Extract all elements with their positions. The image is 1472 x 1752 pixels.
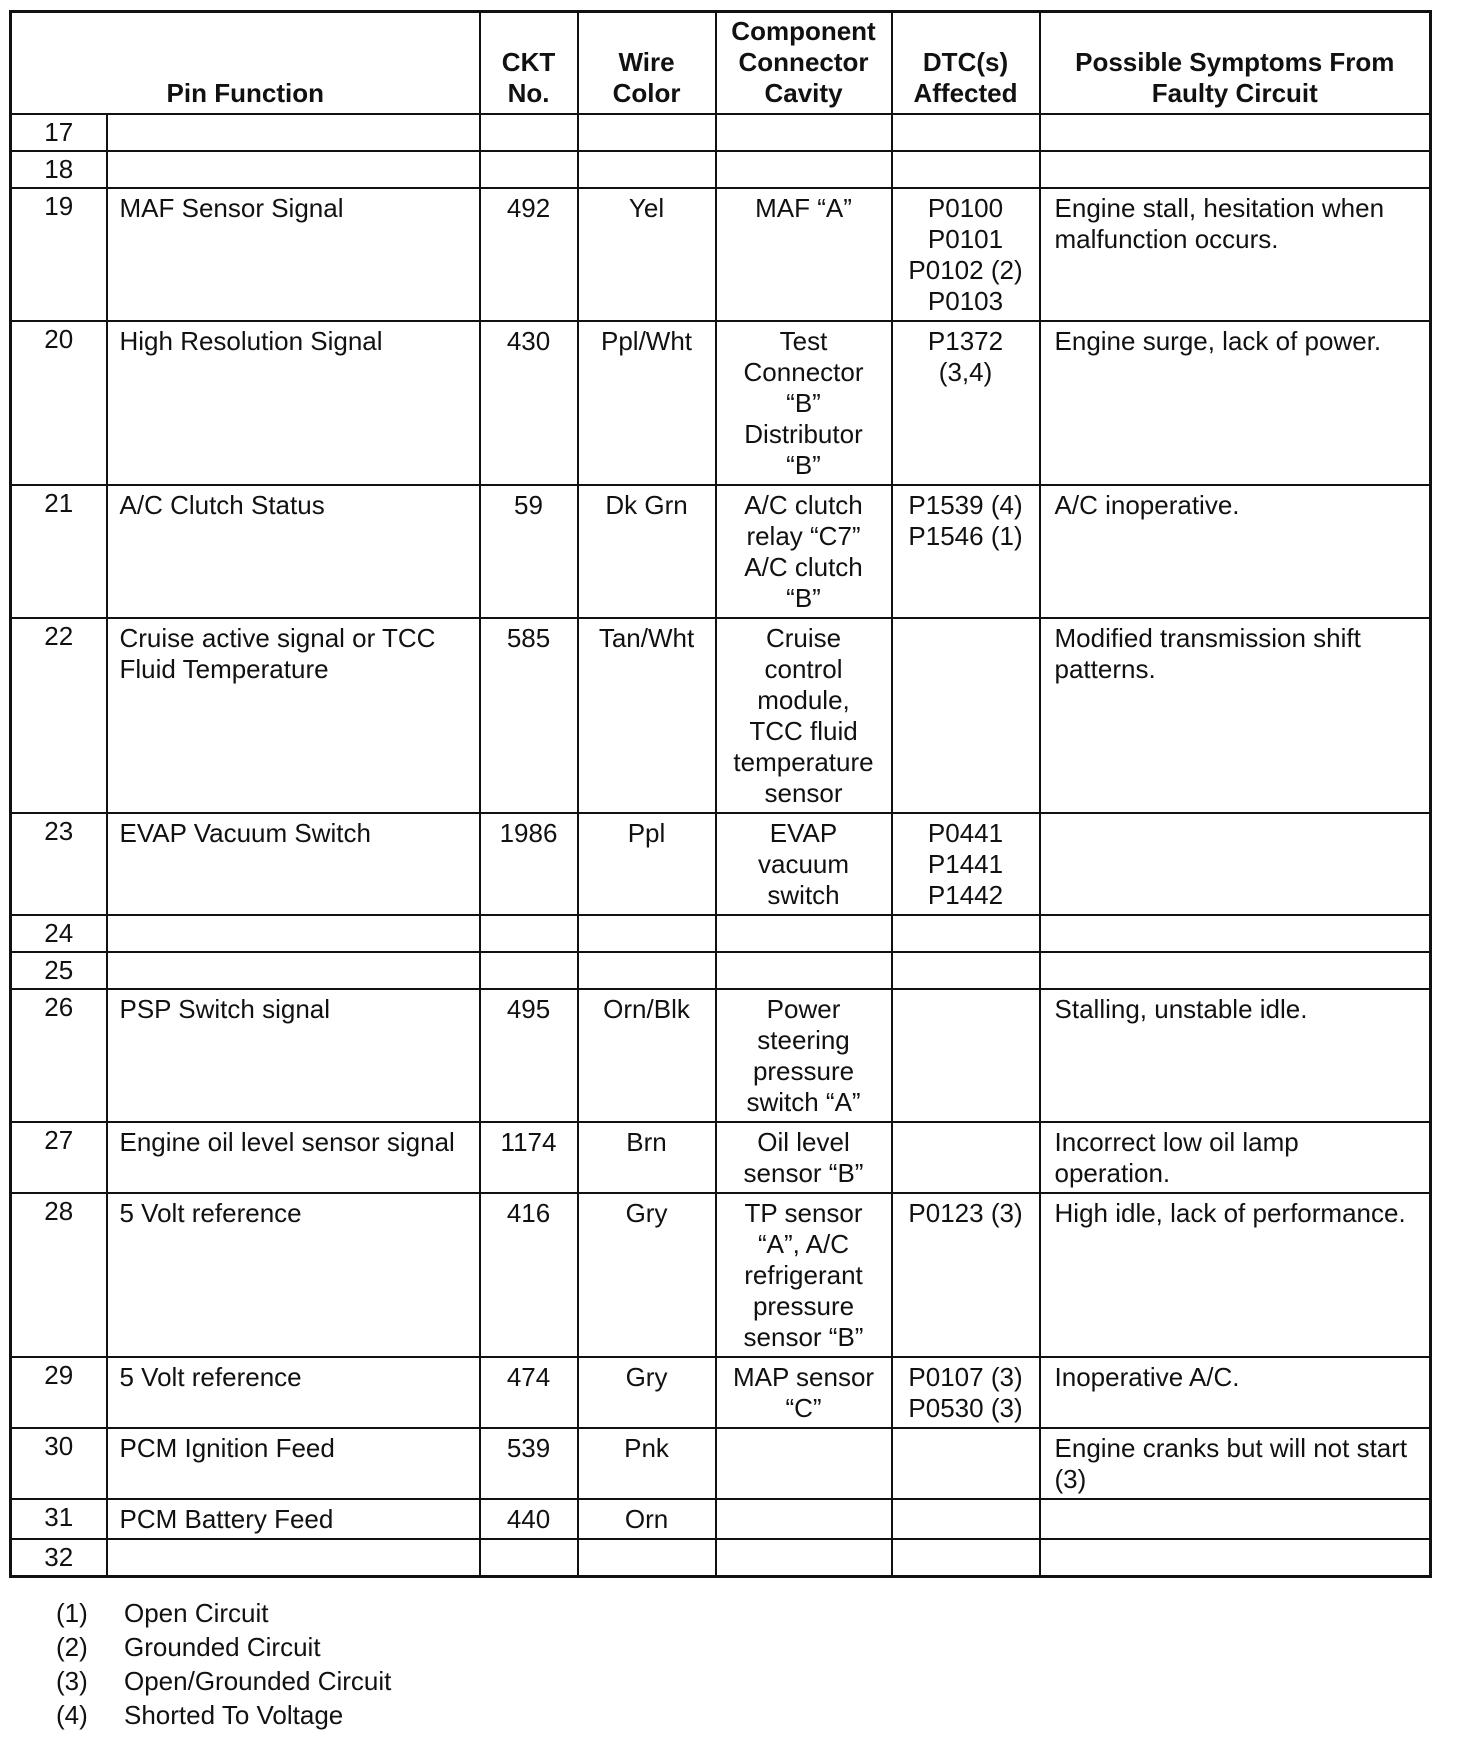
circuit-number [480,151,578,188]
component-connector-cavity: TP sensor “A”, A/C refrigerant pressure sensor “B” [716,1193,892,1357]
component-connector-cavity: Cruise control module, TCC fluid temperature sensor [716,618,892,813]
dtc-affected [892,989,1040,1122]
circuit-number: 585 [480,618,578,813]
pin-number: 30 [11,1428,107,1499]
dtc-affected: P0100 P0101 P0102 (2) P0103 [892,188,1040,321]
footnote-number: (3) [56,1666,88,1696]
dtc-affected [892,114,1040,151]
wire-color: Dk Grn [578,485,716,618]
pin-number: 19 [11,188,107,321]
footnote-number: (2) [56,1632,88,1662]
wire-color [578,114,716,151]
possible-symptoms [1040,813,1431,915]
component-connector-cavity [716,915,892,952]
pin-function: A/C Clutch Status [107,485,480,618]
footnote-item [56,1698,391,1732]
table-row [11,989,1431,1122]
component-connector-cavity: Oil level sensor “B” [716,1122,892,1193]
table-row [11,151,1431,188]
possible-symptoms: Modified transmission shift patterns. [1040,618,1431,813]
footnote-list [56,1596,391,1732]
circuit-number: 492 [480,188,578,321]
table-row [11,321,1431,485]
header-possible-symptoms: Possible Symptoms From Faulty Circuit [1040,12,1431,115]
possible-symptoms [1040,151,1431,188]
possible-symptoms: Inoperative A/C. [1040,1357,1431,1428]
component-connector-cavity [716,1539,892,1577]
footnote-item [56,1664,391,1698]
wire-color: Orn [578,1499,716,1539]
table-row [11,915,1431,952]
possible-symptoms: Incorrect low oil lamp operation. [1040,1122,1431,1193]
footnote-number: (1) [56,1598,88,1628]
pin-function: 5 Volt reference [107,1193,480,1357]
dtc-affected [892,952,1040,989]
dtc-affected: P1539 (4) P1546 (1) [892,485,1040,618]
component-connector-cavity [716,952,892,989]
dtc-affected: P1372 (3,4) [892,321,1040,485]
footnote-text: Open/Grounded Circuit [124,1666,392,1696]
possible-symptoms: Engine surge, lack of power. [1040,321,1431,485]
table-row [11,813,1431,915]
possible-symptoms: Stalling, unstable idle. [1040,989,1431,1122]
circuit-number [480,952,578,989]
component-connector-cavity: MAF “A” [716,188,892,321]
dtc-affected [892,1499,1040,1539]
pin-function [107,952,480,989]
wire-color: Ppl [578,813,716,915]
dtc-affected [892,1539,1040,1577]
pin-number: 18 [11,151,107,188]
pin-number: 17 [11,114,107,151]
table-row [11,188,1431,321]
dtc-affected: P0107 (3) P0530 (3) [892,1357,1040,1428]
circuit-number: 474 [480,1357,578,1428]
table-row [11,1193,1431,1357]
dtc-affected: P0441 P1441 P1442 [892,813,1040,915]
pin-function [107,915,480,952]
footnote-number: (4) [56,1700,88,1730]
circuit-number: 440 [480,1499,578,1539]
component-connector-cavity: EVAP vacuum switch [716,813,892,915]
component-connector-cavity [716,1499,892,1539]
possible-symptoms [1040,952,1431,989]
table-row [11,1357,1431,1428]
table-row [11,952,1431,989]
pin-function [107,1539,480,1577]
dtc-affected [892,1428,1040,1499]
pin-function: PCM Battery Feed [107,1499,480,1539]
component-connector-cavity: Power steering pressure switch “A” [716,989,892,1122]
header-ckt-no: CKT No. [480,12,578,115]
possible-symptoms: Engine cranks but will not start (3) [1040,1428,1431,1499]
footnote-text: Grounded Circuit [124,1632,321,1662]
component-connector-cavity: MAP sensor “C” [716,1357,892,1428]
pin-number: 29 [11,1357,107,1428]
footnote-text: Shorted To Voltage [124,1700,344,1730]
footnote-item [56,1630,391,1664]
pin-function [107,114,480,151]
component-connector-cavity: Test Connector “B” Distributor “B” [716,321,892,485]
table-body [11,114,1431,1577]
table-row [11,1539,1431,1577]
circuit-number: 495 [480,989,578,1122]
table-row [11,1122,1431,1193]
header-dtc-affected: DTC(s) Affected [892,12,1040,115]
circuit-number: 416 [480,1193,578,1357]
wire-color [578,915,716,952]
table-header-row [11,12,1431,115]
table-row [11,485,1431,618]
circuit-number [480,915,578,952]
pin-number: 20 [11,321,107,485]
pin-number: 26 [11,989,107,1122]
header-pin-function: Pin Function [11,12,480,115]
possible-symptoms: Engine stall, hesitation when malfunction occurs. [1040,188,1431,321]
header-component-connector-cavity: Component Connector Cavity [716,12,892,115]
pin-function: PSP Switch signal [107,989,480,1122]
pcm-pinout-table [9,10,1432,1578]
table-row [11,1499,1431,1539]
pin-number: 24 [11,915,107,952]
component-connector-cavity [716,151,892,188]
possible-symptoms: High idle, lack of performance. [1040,1193,1431,1357]
pin-function: 5 Volt reference [107,1357,480,1428]
header-wire-color: Wire Color [578,12,716,115]
pin-number: 25 [11,952,107,989]
possible-symptoms: A/C inoperative. [1040,485,1431,618]
pin-number: 28 [11,1193,107,1357]
table-row [11,114,1431,151]
dtc-affected [892,151,1040,188]
pin-function: MAF Sensor Signal [107,188,480,321]
wire-color [578,1539,716,1577]
wire-color: Tan/Wht [578,618,716,813]
pin-function [107,151,480,188]
wire-color [578,151,716,188]
pin-function: High Resolution Signal [107,321,480,485]
possible-symptoms [1040,915,1431,952]
wire-color: Ppl/Wht [578,321,716,485]
footnote-item [56,1596,391,1630]
circuit-number: 59 [480,485,578,618]
wire-color: Orn/Blk [578,989,716,1122]
table-row [11,618,1431,813]
pin-number: 32 [11,1539,107,1577]
circuit-number: 1986 [480,813,578,915]
component-connector-cavity: A/C clutch relay “C7” A/C clutch “B” [716,485,892,618]
pin-number: 27 [11,1122,107,1193]
component-connector-cavity [716,114,892,151]
dtc-affected: P0123 (3) [892,1193,1040,1357]
wire-color [578,952,716,989]
wire-color: Gry [578,1357,716,1428]
wire-color: Gry [578,1193,716,1357]
dtc-affected [892,618,1040,813]
circuit-number: 430 [480,321,578,485]
pin-function: PCM Ignition Feed [107,1428,480,1499]
pin-function: EVAP Vacuum Switch [107,813,480,915]
footnote-text: Open Circuit [124,1598,269,1628]
circuit-number: 539 [480,1428,578,1499]
possible-symptoms [1040,1539,1431,1577]
dtc-affected [892,915,1040,952]
pin-number: 21 [11,485,107,618]
possible-symptoms [1040,114,1431,151]
circuit-number: 1174 [480,1122,578,1193]
pin-function: Engine oil level sensor signal [107,1122,480,1193]
wire-color: Brn [578,1122,716,1193]
dtc-affected [892,1122,1040,1193]
pin-number: 31 [11,1499,107,1539]
possible-symptoms [1040,1499,1431,1539]
pin-function: Cruise active signal or TCC Fluid Temperature [107,618,480,813]
circuit-number [480,114,578,151]
pin-number: 22 [11,618,107,813]
circuit-number [480,1539,578,1577]
pin-number: 23 [11,813,107,915]
table-row [11,1428,1431,1499]
wire-color: Yel [578,188,716,321]
wire-color: Pnk [578,1428,716,1499]
component-connector-cavity [716,1428,892,1499]
